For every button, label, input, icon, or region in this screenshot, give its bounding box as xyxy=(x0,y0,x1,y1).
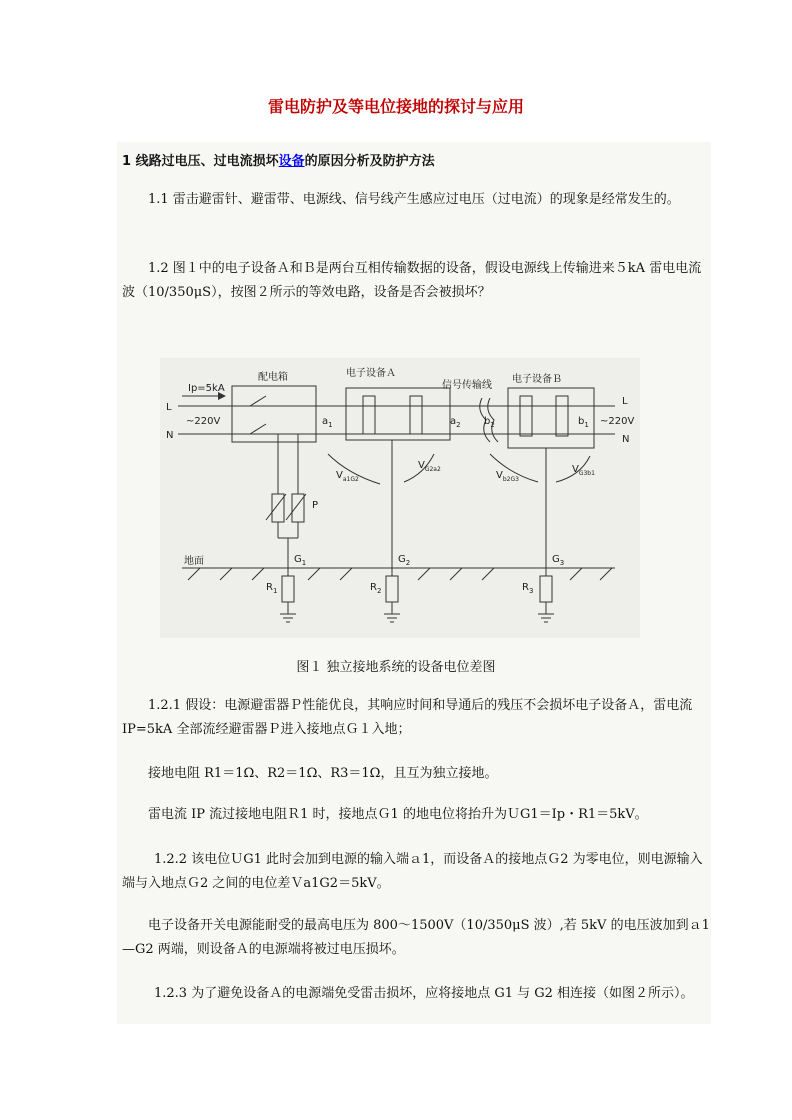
label-vg3b1: $V_{G3b1}$ xyxy=(572,464,595,477)
label-device-a: 电子设备Ａ xyxy=(346,368,396,379)
paragraph-resistance: 接地电阻 R1＝1Ω、R2＝1Ω、R3＝1Ω，且互为独立接地。 xyxy=(148,766,498,781)
label-r3: $R_3$ xyxy=(522,582,534,595)
label-ground: 地面 xyxy=(184,556,204,567)
label-current: Ip=5kA xyxy=(188,383,225,394)
figure-caption: 图１ 独立接地系统的设备电位差图 xyxy=(296,660,496,675)
label-a2: $a_2$ xyxy=(450,416,461,429)
label-line-l-right: L xyxy=(622,396,628,407)
circuit-diagram xyxy=(160,358,640,638)
paragraph-1-2-2: 1.2.2 该电位ＵG1 此时会加到电源的输入端ａ1，而设备Ａ的接地点Ｇ2 为零电位，则电源输入端与入地点Ｇ2 之间的电位差Ｖa1G2＝5kV。 xyxy=(122,852,703,891)
heading-text-start: 1 线路过电压、过电流损坏 xyxy=(122,154,279,169)
paragraph-switch: 电子设备开关电源能耐受的最高电压为 800～1500V（10/350μS 波）,若 5kV 的电压波加到ａ1—G2 两端，则设备Ａ的电源端将被过电压损坏。 xyxy=(122,918,710,957)
label-r1: $R_1$ xyxy=(266,582,278,595)
page-title: 雷电防护及等电位接地的探讨与应用 xyxy=(267,97,524,116)
paragraph-1-1: 1.1 雷击避雷针、避雷带、电源线、信号线产生感应过电压（过电流）的现象是经常发生的。 xyxy=(148,192,680,207)
label-g3: $G_3$ xyxy=(552,554,565,567)
label-va1g2: $V_{a1G2}$ xyxy=(336,470,359,483)
paragraph-current: 雷电流 IP 流过接地电阻Ｒ1 时，接地点Ｇ1 的地电位将抬升为ＵG1＝Ip・R1＝5kV。 xyxy=(148,807,648,822)
label-vb2g3: $V_{b2G3}$ xyxy=(496,470,519,483)
label-line-l: L xyxy=(166,402,172,413)
label-voltage-right: ~220V xyxy=(600,416,635,427)
heading-text-end: 的原因分析及防护方法 xyxy=(304,154,435,169)
paragraph-1-2: 1.2 图１中的电子设备Ａ和Ｂ是两台互相传输数据的设备，假设电源线上传输进来５kA 雷电电流波（10/350μS），按图２所示的等效电路，设备是否会被损坏？ xyxy=(122,261,702,300)
equipment-link[interactable]: 设备 xyxy=(278,154,305,169)
label-g1: $G_1$ xyxy=(294,554,307,567)
label-signal-line: 信号传输线 xyxy=(442,380,492,391)
label-vg2a2: $V_{G2a2}$ xyxy=(418,460,441,473)
section-heading-1 xyxy=(122,150,435,169)
paragraph-1-2-3: 1.2.3 为了避免设备Ａ的电源端免受雷击损坏，应将接地点 G1 与 G2 相连接（如图２所示）。 xyxy=(154,986,694,1001)
label-line-n: N xyxy=(166,430,174,441)
label-arrester: P xyxy=(312,500,319,511)
paragraph-1-2-1: 1.2.1 假设：电源避雷器Ｐ性能优良，其响应时间和导通后的残压不会损坏电子设备Ａ，雷电流 IP=5kA 全部流经避雷器Ｐ进入接地点Ｇ１入地； xyxy=(122,698,693,737)
label-voltage-left: ~220V xyxy=(186,416,221,427)
label-line-n-right: N xyxy=(622,434,630,445)
label-device-b: 电子设备Ｂ xyxy=(512,374,562,385)
label-r2: $R_2$ xyxy=(370,582,382,595)
label-distribution-box: 配电箱 xyxy=(258,372,288,383)
label-a1: $a_1$ xyxy=(322,416,333,429)
label-b1: $b_1$ xyxy=(578,416,589,429)
label-g2: $G_2$ xyxy=(398,554,411,567)
label-b2: $b_2$ xyxy=(484,416,495,429)
